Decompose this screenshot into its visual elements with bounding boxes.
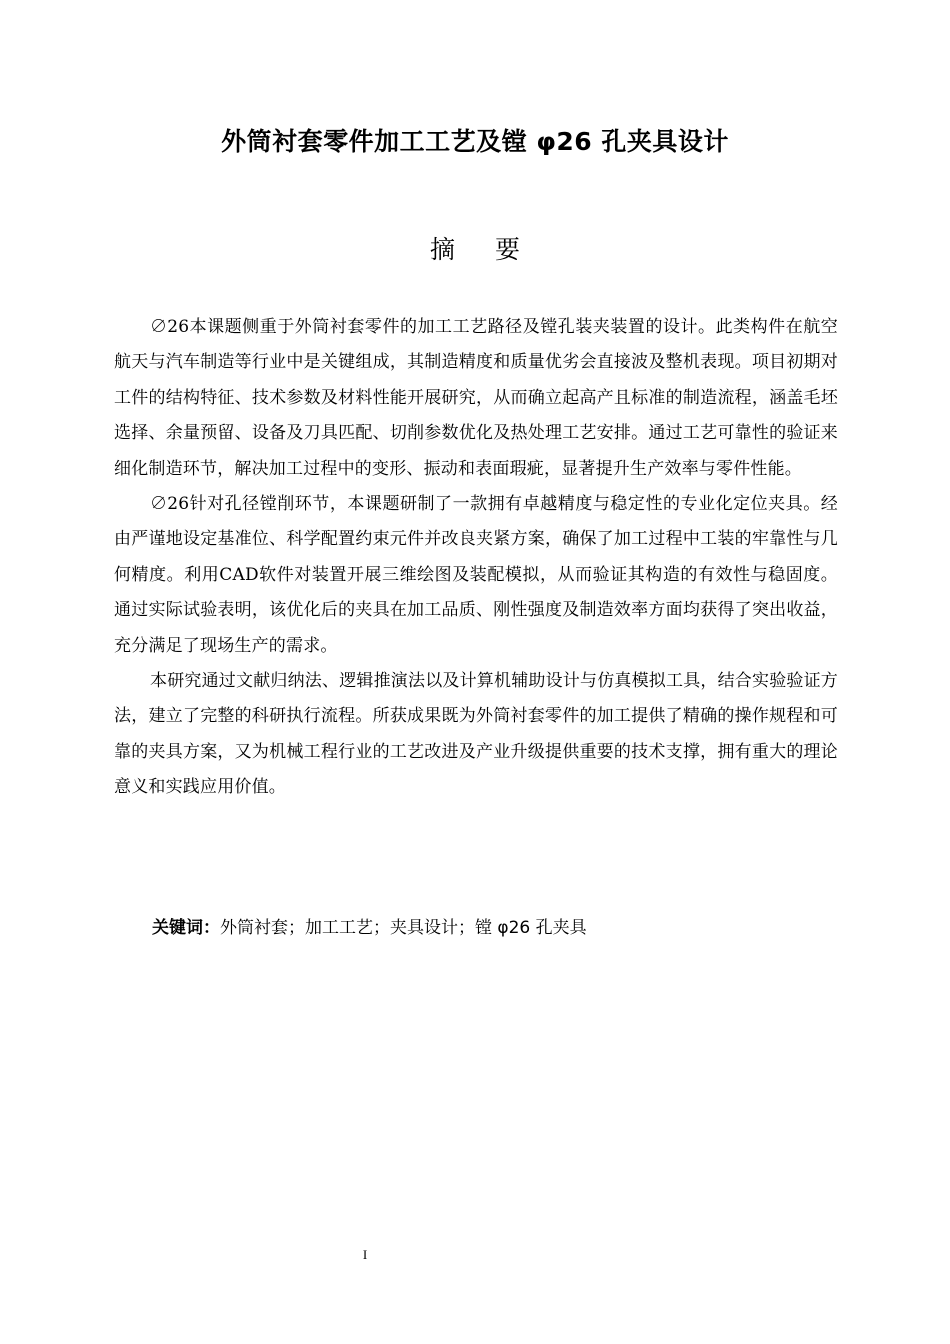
abstract-paragraph-3: 本研究通过文献归纳法、逻辑推演法以及计算机辅助设计与仿真模拟工具，结合实验验证方法，建立了完整的科研执行流程。所获成果既为外筒衬套零件的加工提供了精确的操作规程和可靠的夹具方案，又为机械工程行业的工艺改进及产业升级提供重要的技术支撑，拥有重大的理论意义和实践应用价值。 — [114, 671, 838, 798]
keywords-label: 关键词： — [152, 918, 220, 938]
abstract-body — [114, 310, 838, 806]
abstract-paragraph-2: ∅26针对孔径镗削环节，本课题研制了一款拥有卓越精度与稳定性的专业化定位夹具。经由严谨地设定基准位、科学配置约束元件并改良夹紧方案，确保了加工过程中工装的牢靠性与几何精度。利用CAD软件对装置开展三维绘图及装配模拟，从而验证其构造的有效性与稳固度。通过实际试验表明，该优化后的夹具在加工品质、刚性强度及制造效率方面均获得了突出收益，充分满足了现场生产的需求。 — [114, 494, 838, 656]
page-number: I — [362, 1247, 368, 1262]
abstract-heading: 摘 要 — [430, 235, 536, 264]
keywords-line — [152, 912, 852, 944]
document-title: 外筒衬套零件加工工艺及镗 φ26 孔夹具设计 — [221, 127, 729, 156]
keywords-value: 外筒衬套；加工工艺；夹具设计；镗 φ26 孔夹具 — [220, 918, 587, 938]
abstract-paragraph-1: ∅26本课题侧重于外筒衬套零件的加工工艺路径及镗孔装夹装置的设计。此类构件在航空航天与汽车制造等行业中是关键组成，其制造精度和质量优劣会直接波及整机表现。项目初期对工件的结构特征、技术参数及材料性能开展研究，从而确立起高产且标准的制造流程，涵盖毛坯选择、余量预留、设备及刀具匹配、切削参数优化及热处理工艺安排。通过工艺可靠性的验证来细化制造环节，解决加工过程中的变形、振动和表面瑕疵，显著提升生产效率与零件性能。 — [114, 317, 838, 479]
